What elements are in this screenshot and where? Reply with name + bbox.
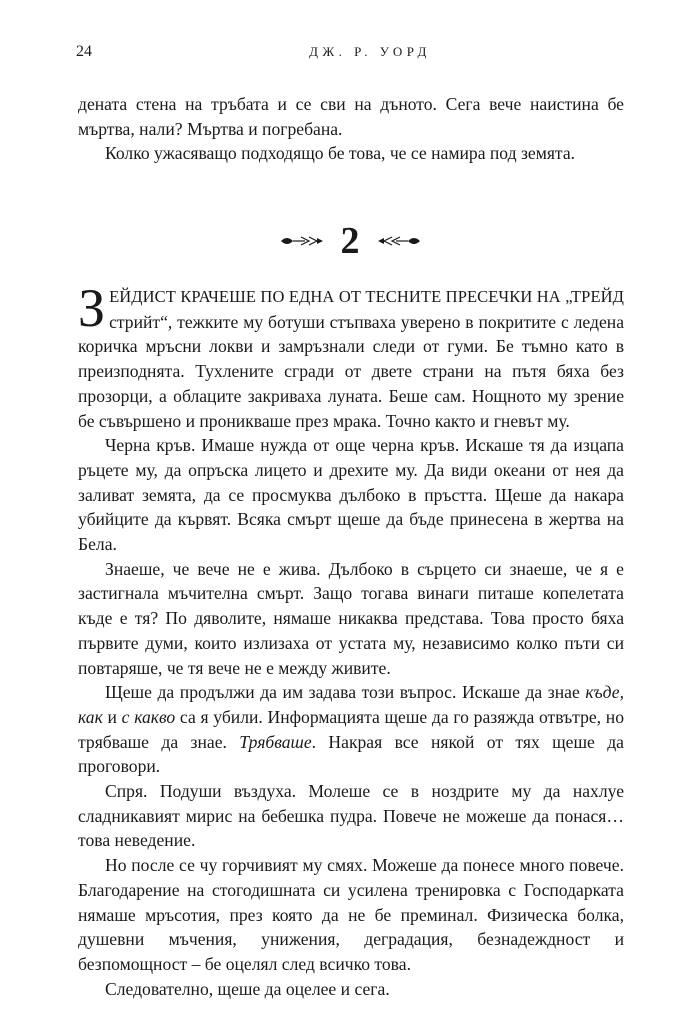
continued-text (78, 92, 624, 166)
paragraph: Спря. Подуши въздуха. Молеше се в ноздрите му да нахлуе сладникавият мирис на бебешка пудра. Повече не можеше да понася… това неведение. (78, 781, 624, 851)
paragraph-text: и (102, 706, 122, 727)
running-head: ДЖ. Р. УОРД (309, 44, 431, 59)
paragraph: Следователно, щеше да оцелее и сега. (105, 978, 390, 999)
emphasis: къде, как (78, 682, 624, 727)
paragraph: Колко ужасяващо подходящо бе това, че се намира под земята. (105, 143, 576, 164)
chapter-heading (0, 219, 700, 263)
ornament-left-icon (279, 234, 325, 248)
paragraph: дената стена на тръбата и се сви на дъното. Сега вече наистина бе мъртва, нали? Мъртва и погребана. (78, 94, 624, 139)
chapter-number: 2 (340, 220, 360, 262)
paragraph: Черна кръв. Имаше нужда от още черна кръв. Искаше тя да изцапа ръцете му, да опръска лицето и дрехите му. Да види океани от нея да заливат земята, да се просмуква дълбоко в пръстта. Щеше да накара убийците да кървят. Всяка смърт щеше да бъде принесена в жертва на Бела. (78, 435, 624, 555)
emphasis: с какво (121, 706, 176, 727)
paragraph (78, 680, 624, 779)
paragraph-text: . Накрая все някой от тях щеше да проговори. (78, 731, 624, 777)
emphasis: Трябваше (239, 731, 312, 752)
paragraph (78, 278, 624, 433)
paragraph: Но после се чу горчивият му смях. Можеше да понесе много повече. Благодарение на стогодишната си усилена тренировка с Господарката нямаше мръсотия, през която да не бе преминал. Физическа болка, душевни мъчения, унижения, деградация, безнадеждност и безпомощност – бе оцелял след всичко това. (78, 855, 624, 974)
paragraph: Знаеше, че вече не е жива. Дълбоко в сърцето си знаеше, че я е застигнала мъчителна смърт. Защо тогава винаги питаше копелетата къде е тя? По дяволите, нямаше никаква представа. Това просто бяха първите думи, които излизаха от устата му, независимо колко пъти си повтаряше, че тя вече не е между живите. (78, 558, 624, 678)
page-number: 24 (76, 43, 92, 60)
drop-cap: З (78, 278, 106, 338)
paragraph-text: стрийт“, тежките му ботуши стъпваха уверено в покритите с ледена коричка мръсни локви и замръзнали следи от гуми. Бе тъмно като в преизподнята. Тухлените сгради от двете страни на пътя бяха без прозорци, а облаците закриваха луната. Беше сам. Нощното му зрение бе съвършено и проникваше през мрака. Точно както и гневът му. (78, 311, 624, 431)
chapter-text (78, 278, 625, 1001)
ornament-right-icon (376, 234, 422, 248)
page-header (76, 43, 624, 67)
lead-caps: ЕЙДИСТ КРАЧЕШЕ ПО ЕДНА ОТ ТЕСНИТЕ ПРЕСЕЧКИ НА „ТРЕЙД (109, 287, 624, 306)
paragraph-text: са я убили. Информацията щеше да го разяжда отвътре, но трябваше да знае. (78, 706, 625, 752)
paragraph-text: Щеше да продължи да им задава този въпрос. Искаше да знае (105, 682, 586, 703)
